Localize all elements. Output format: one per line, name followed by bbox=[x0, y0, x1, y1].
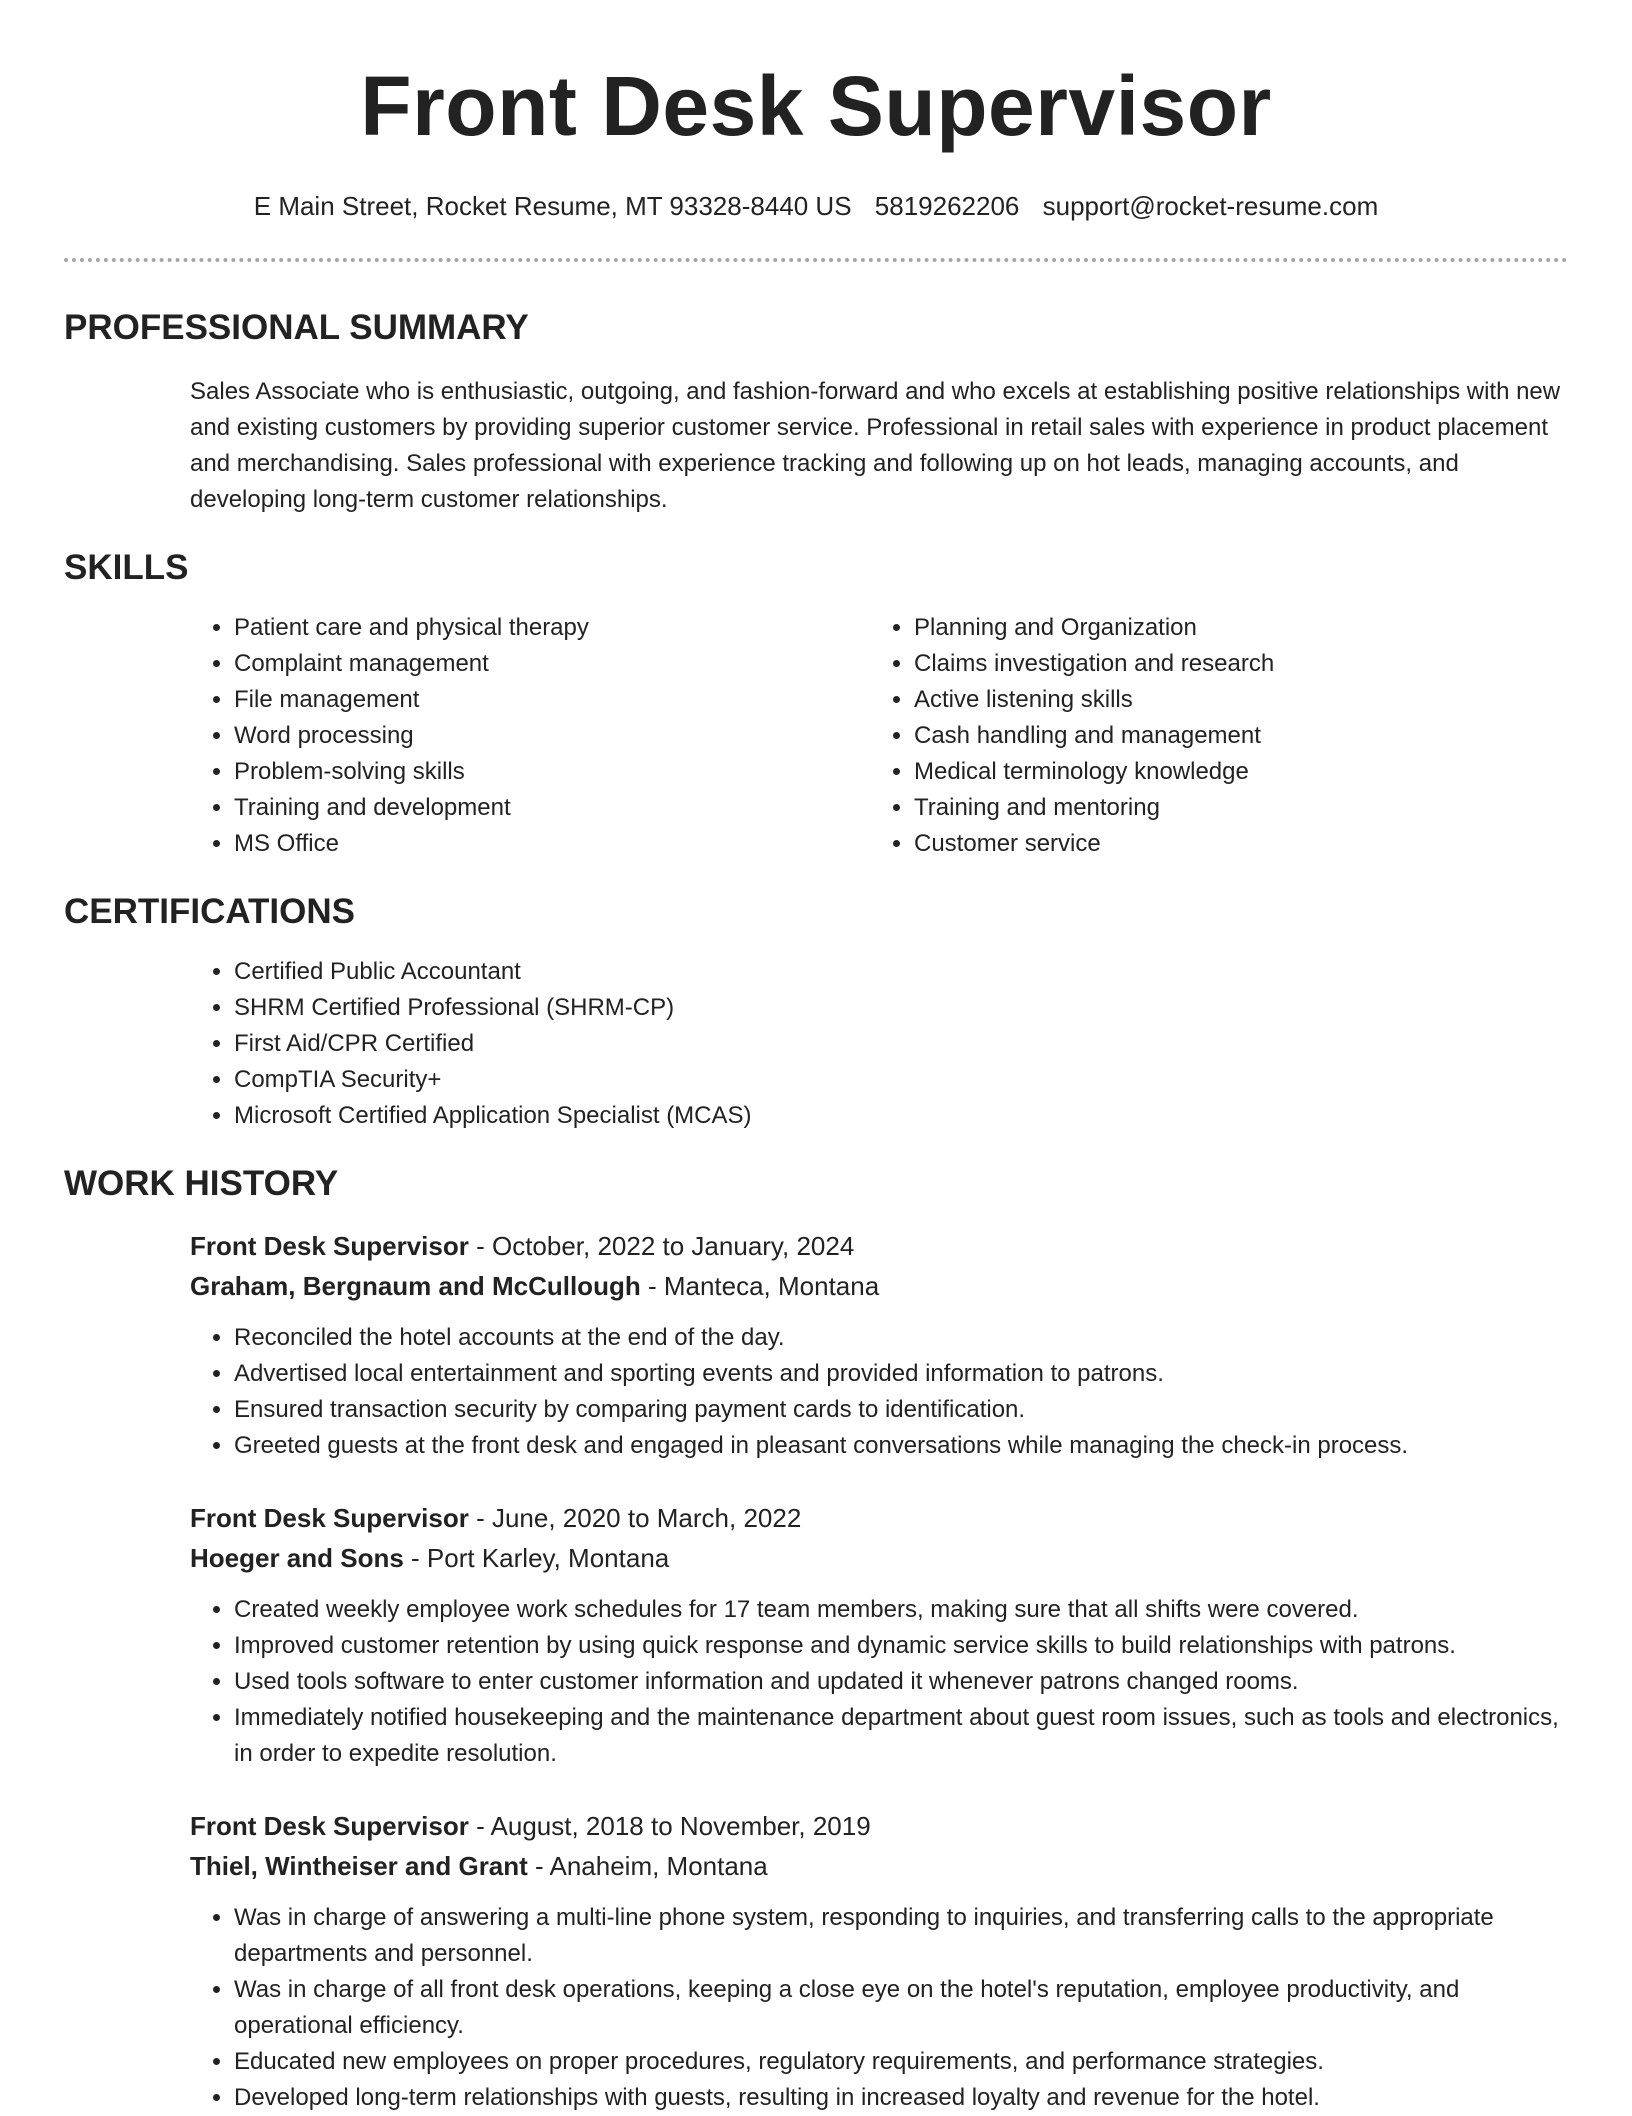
job-dates: - June, 2020 to March, 2022 bbox=[468, 1503, 802, 1533]
skills-list-right bbox=[870, 610, 1550, 862]
job-dates: - October, 2022 to January, 2024 bbox=[468, 1231, 855, 1261]
skill-item: • MS Office bbox=[234, 826, 870, 862]
skill-item: • Customer service bbox=[914, 826, 1550, 862]
skill-item: • Cash handling and management bbox=[914, 718, 1550, 754]
job-bullet: • Was in charge of answering a multi-line phone system, responding to inquiries, and transferring calls to the appropriate departments and personnel. bbox=[234, 1900, 1568, 1972]
skill-item: • Medical terminology knowledge bbox=[914, 754, 1550, 790]
skill-item: • Problem-solving skills bbox=[234, 754, 870, 790]
job-title: Front Desk Supervisor bbox=[190, 1231, 469, 1261]
job-company: Thiel, Wintheiser and Grant bbox=[190, 1851, 528, 1881]
job-bullets bbox=[190, 1592, 1568, 1772]
certifications-heading: CERTIFICATIONS bbox=[64, 892, 356, 931]
job-bullets bbox=[190, 1900, 1568, 2116]
skills-body bbox=[190, 610, 1568, 862]
job-company-line bbox=[190, 1266, 1568, 1306]
skills-heading: SKILLS bbox=[64, 548, 189, 587]
skill-item: • Complaint management bbox=[234, 646, 870, 682]
skills-grid bbox=[190, 610, 1568, 862]
job-company-line bbox=[190, 1538, 1568, 1578]
skills-list-left bbox=[190, 610, 870, 862]
contact-email: support@rocket-resume.com bbox=[1042, 191, 1379, 221]
contact-line bbox=[64, 190, 1568, 222]
work-history-section bbox=[64, 1164, 1568, 2116]
certification-item: • First Aid/CPR Certified bbox=[234, 1026, 1568, 1062]
job-title: Front Desk Supervisor bbox=[190, 1503, 469, 1533]
job-entry bbox=[190, 1226, 1568, 1464]
job-location: - Anaheim, Montana bbox=[527, 1851, 768, 1881]
skill-item: • Active listening skills bbox=[914, 682, 1550, 718]
job-company: Hoeger and Sons bbox=[190, 1543, 404, 1573]
header-divider bbox=[64, 258, 1568, 262]
skill-item: • Claims investigation and research bbox=[914, 646, 1550, 682]
job-bullet: • Immediately notified housekeeping and the maintenance department about guest room issues, such as tools and electronics, in order to expedite resolution. bbox=[234, 1700, 1568, 1772]
summary-section bbox=[64, 308, 1568, 518]
skill-item: • Training and development bbox=[234, 790, 870, 826]
job-location: - Port Karley, Montana bbox=[403, 1543, 670, 1573]
job-title-line bbox=[190, 1226, 1568, 1266]
skills-section bbox=[64, 548, 1568, 862]
job-company: Graham, Bergnaum and McCullough bbox=[190, 1271, 641, 1301]
job-bullet: • Developed long-term relationships with guests, resulting in increased loyalty and revenue for the hotel. bbox=[234, 2080, 1568, 2116]
skills-column-right bbox=[870, 610, 1550, 862]
job-company-line bbox=[190, 1846, 1568, 1886]
candidate-name: Front Desk Supervisor bbox=[360, 59, 1272, 153]
job-bullet: • Used tools software to enter customer information and updated it whenever patrons changed rooms. bbox=[234, 1664, 1568, 1700]
resume-header bbox=[64, 0, 1568, 222]
job-bullet: • Ensured transaction security by comparing payment cards to identification. bbox=[234, 1392, 1568, 1428]
certification-item: • CompTIA Security+ bbox=[234, 1062, 1568, 1098]
certifications-section bbox=[64, 892, 1568, 1134]
skills-column-left bbox=[190, 610, 870, 862]
job-bullet: • Improved customer retention by using quick response and dynamic service skills to build relationships with patrons. bbox=[234, 1628, 1568, 1664]
skill-item: • Patient care and physical therapy bbox=[234, 610, 870, 646]
job-bullet: • Advertised local entertainment and sporting events and provided information to patrons. bbox=[234, 1356, 1568, 1392]
skill-item: • Planning and Organization bbox=[914, 610, 1550, 646]
skill-item: • Word processing bbox=[234, 718, 870, 754]
job-title-line bbox=[190, 1498, 1568, 1538]
job-bullet: • Was in charge of all front desk operations, keeping a close eye on the hotel's reputation, employee productivity, and operational efficiency. bbox=[234, 1972, 1568, 2044]
work-history-body bbox=[190, 1226, 1568, 2116]
job-bullets bbox=[190, 1320, 1568, 1464]
certification-item: • SHRM Certified Professional (SHRM-CP) bbox=[234, 990, 1568, 1026]
skill-item: • File management bbox=[234, 682, 870, 718]
work-history-heading: WORK HISTORY bbox=[64, 1164, 339, 1203]
job-location: - Manteca, Montana bbox=[640, 1271, 880, 1301]
certifications-body bbox=[190, 954, 1568, 1134]
job-entry bbox=[190, 1806, 1568, 2116]
job-bullet: • Educated new employees on proper procedures, regulatory requirements, and performance strategies. bbox=[234, 2044, 1568, 2080]
certification-item: • Certified Public Accountant bbox=[234, 954, 1568, 990]
summary-text: Sales Associate who is enthusiastic, outgoing, and fashion-forward and who excels at establishing positive relationships with new and existing customers by providing superior customer service. Professional in retail sales with experience in product placement and merchandising. Sales professional with experience tracking and following up on hot leads, managing accounts, and developing long-term customer relationships. bbox=[190, 378, 1561, 513]
summary-body bbox=[190, 374, 1568, 518]
contact-phone: 5819262206 bbox=[874, 191, 1020, 221]
job-title: Front Desk Supervisor bbox=[190, 1811, 469, 1841]
job-dates: - August, 2018 to November, 2019 bbox=[468, 1811, 871, 1841]
contact-address: E Main Street, Rocket Resume, MT 93328-8440 US bbox=[253, 191, 852, 221]
summary-heading: PROFESSIONAL SUMMARY bbox=[64, 308, 529, 347]
job-entry bbox=[190, 1498, 1568, 1772]
certifications-list bbox=[190, 954, 1568, 1134]
skill-item: • Training and mentoring bbox=[914, 790, 1550, 826]
job-bullet: • Created weekly employee work schedules for 17 team members, making sure that all shifts were covered. bbox=[234, 1592, 1568, 1628]
job-bullet: • Reconciled the hotel accounts at the end of the day. bbox=[234, 1320, 1568, 1356]
job-bullet: • Greeted guests at the front desk and engaged in pleasant conversations while managing the check-in process. bbox=[234, 1428, 1568, 1464]
certification-item: • Microsoft Certified Application Specialist (MCAS) bbox=[234, 1098, 1568, 1134]
job-title-line bbox=[190, 1806, 1568, 1846]
